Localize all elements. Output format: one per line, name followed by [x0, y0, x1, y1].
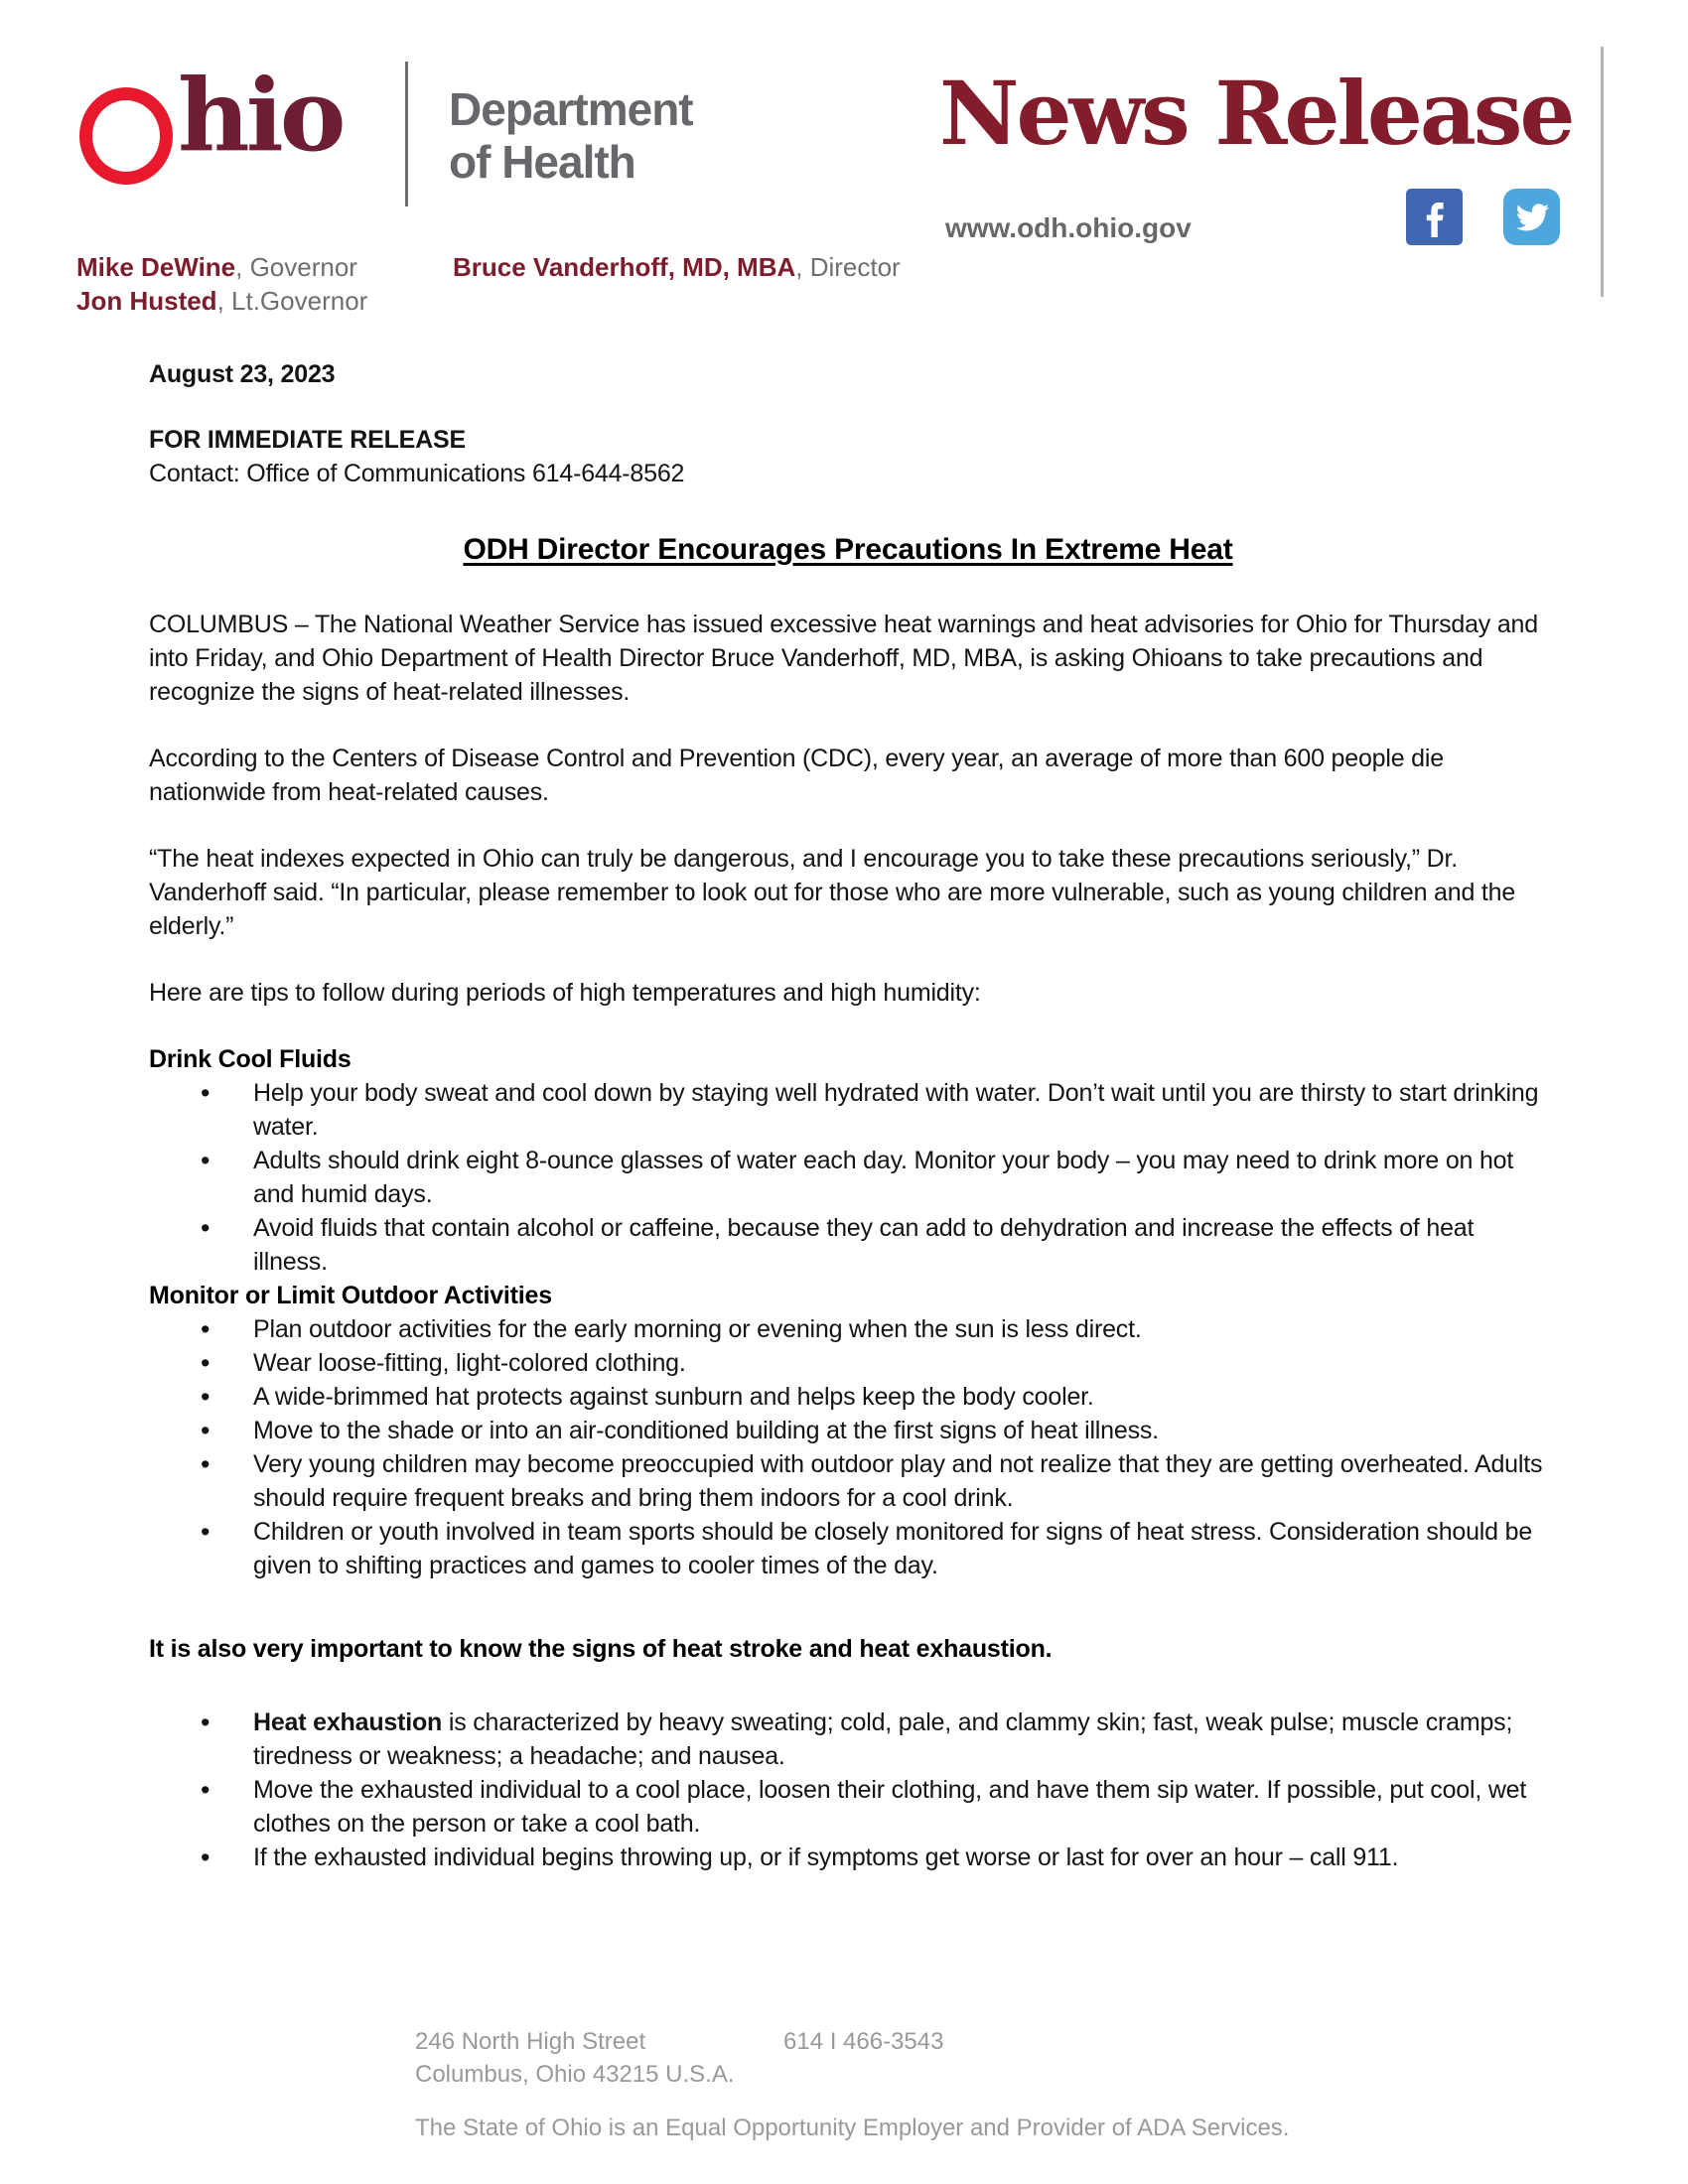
article-body: [149, 357, 1547, 1874]
bullet-list-drink-fluids: [149, 1076, 1547, 1279]
contact-line: Contact: Office of Communications 614-644-8562: [149, 460, 685, 487]
website-url: www.odh.ohio.gov: [945, 212, 1192, 243]
department-line1: Department: [449, 83, 693, 135]
ohio-logo-text: hio: [178, 57, 343, 174]
lt-governor-title: , Lt.Governor: [216, 286, 368, 316]
director-name: Bruce Vanderhoff, MD, MBA: [453, 252, 796, 282]
bullet-item: • Adults should drink eight 8-ounce glasses of water each day. Monitor your body – you may need to drink more on hot and humid days.: [149, 1144, 1547, 1211]
governor-title: , Governor: [235, 252, 357, 282]
bullet-item: [149, 1706, 1547, 1773]
ohio-logo: [76, 57, 394, 204]
footer-address-line1: 246 North High Street: [415, 2028, 646, 2055]
header-right-rule: [1601, 47, 1604, 297]
bullet-list-signs: [149, 1706, 1547, 1874]
lt-governor-line: [76, 284, 367, 318]
article-title: ODH Director Encourages Precautions In Extreme Heat: [463, 533, 1233, 566]
bullet-item: • Wear loose-fitting, light-colored clothing.: [149, 1346, 1547, 1380]
release-status: FOR IMMEDIATE RELEASE: [149, 426, 466, 454]
logo-divider: [405, 62, 408, 206]
governor-line: [76, 250, 357, 284]
bullet-item: • If the exhausted individual begins throwing up, or if symptoms get worse or last for over an hour – call 911.: [149, 1841, 1547, 1874]
section-heading-signs: It is also very important to know the signs of heat stroke and heat exhaustion.: [149, 1635, 1053, 1663]
bullet-item: • Children or youth involved in team sports should be closely monitored for signs of heat stress. Consideration should be given to shifting practices and games to cooler times of the day.: [149, 1515, 1547, 1582]
footer-eeo-statement: The State of Ohio is an Equal Opportunity Employer and Provider of ADA Services.: [415, 2115, 1290, 2141]
bullet-item: • Plan outdoor activities for the early morning or evening when the sun is less direct.: [149, 1312, 1547, 1346]
bullet-bold-lead: Heat exhaustion: [253, 1708, 443, 1736]
bullet-item: • Help your body sweat and cool down by staying well hydrated with water. Don’t wait until you are thirsty to start drinking water.: [149, 1076, 1547, 1144]
lt-governor-name: Jon Husted: [76, 286, 217, 316]
release-date: August 23, 2023: [149, 360, 336, 388]
bullet-item: • Move the exhausted individual to a cool place, loosen their clothing, and have them sip water. If possible, put cool, wet clothes on the person or take a cool bath.: [149, 1773, 1547, 1841]
department-line2: of Health: [449, 136, 635, 188]
paragraph-tips-intro: Here are tips to follow during periods of high temperatures and high humidity:: [149, 979, 981, 1007]
bullet-item: • Avoid fluids that contain alcohol or caffeine, because they can add to dehydration and increase the effects of heat illness.: [149, 1211, 1547, 1279]
bullet-item: • A wide-brimmed hat protects against sunburn and helps keep the body cooler.: [149, 1380, 1547, 1414]
bullet-item: • Move to the shade or into an air-conditioned building at the first signs of heat illness.: [149, 1414, 1547, 1447]
department-name: [449, 83, 693, 189]
news-release-masthead: News Release: [939, 62, 1573, 165]
bullet-text: is characterized by heavy sweating; cold, pale, and clammy skin; fast, weak pulse; muscle cramps; tiredness or weakness; a headache; and nausea.: [253, 1708, 1513, 1770]
twitter-icon[interactable]: [1503, 189, 1560, 245]
bullet-list-outdoor-activities: [149, 1312, 1547, 1582]
facebook-icon[interactable]: [1406, 189, 1463, 245]
section-heading-outdoor-activities: Monitor or Limit Outdoor Activities: [149, 1282, 552, 1309]
paragraph-quote: “The heat indexes expected in Ohio can truly be dangerous, and I encourage you to take these precautions seriously,” Dr. Vanderhoff said. “In particular, please remember to look out for those who are more vulnerable, such as young children and the elderly.”: [149, 845, 1516, 940]
footer-address: [415, 2025, 735, 2091]
footer-phone: 614 I 466-3543: [783, 2028, 944, 2055]
governor-name: Mike DeWine: [76, 252, 236, 282]
paragraph-cdc: According to the Centers of Disease Control and Prevention (CDC), every year, an average of more than 600 people die nationwide from heat-related causes.: [149, 745, 1444, 806]
director-title: , Director: [795, 252, 901, 282]
footer-address-line2: Columbus, Ohio 43215 U.S.A.: [415, 2061, 735, 2088]
section-heading-drink-fluids: Drink Cool Fluids: [149, 1045, 352, 1073]
bullet-item: • Very young children may become preoccupied with outdoor play and not realize that they are getting overheated. Adults should require frequent breaks and bring them indoors for a cool drink.: [149, 1447, 1547, 1515]
director-line: [453, 250, 901, 284]
ohio-logo-o-ring-icon: [79, 87, 173, 185]
paragraph-lead: COLUMBUS – The National Weather Service has issued excessive heat warnings and heat advisories for Ohio for Thursday and into Friday, and Ohio Department of Health Director Bruce Vanderhoff, MD, MBA, is asking Ohioans to take precautions and recognize the signs of heat-related illnesses.: [149, 611, 1538, 706]
